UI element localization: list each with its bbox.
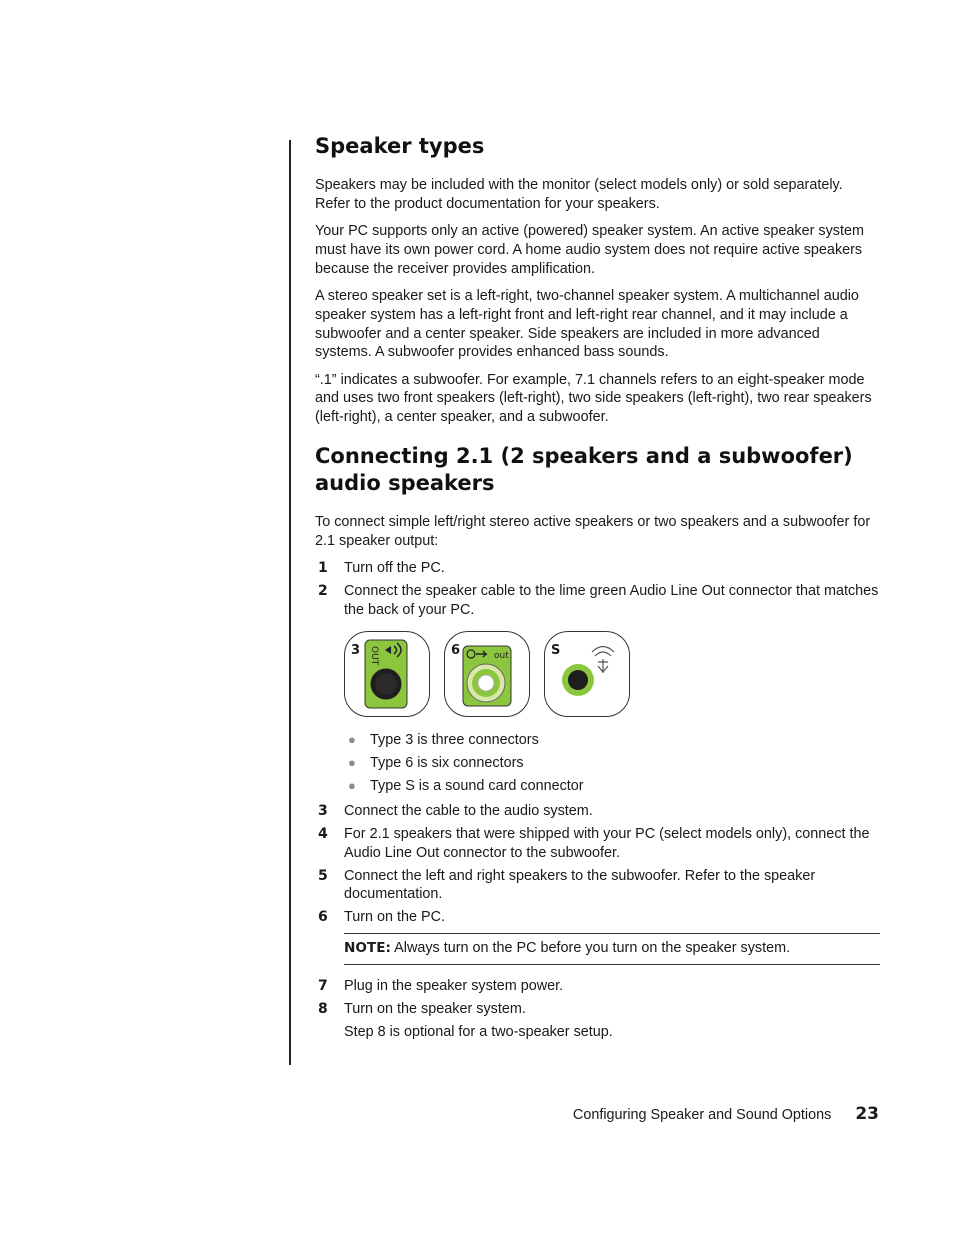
steps-list-b <box>315 802 880 927</box>
step-number: 6 <box>318 909 328 926</box>
speaker-jack-icon <box>545 632 629 716</box>
note-label: NOTE: <box>344 939 391 956</box>
step-item <box>315 802 880 821</box>
list-item-text: Type S is a sound card connector <box>370 778 584 795</box>
footer-chapter-title: Configuring Speaker and Sound Options <box>572 1107 832 1123</box>
intro-paragraph: To connect simple left/right stereo active speakers or two speakers and a subwoofer for 2.1 speaker output: <box>315 514 871 549</box>
note-text: Always turn on the PC before you turn on the speaker system. <box>394 939 791 956</box>
connector-illustrations <box>344 631 880 717</box>
step-note: Step 8 is optional for a two-speaker setup. <box>344 1024 613 1041</box>
step-text: Connect the left and right speakers to the subwoofer. Refer to the speaker documentation. <box>344 867 816 903</box>
step-item <box>315 908 880 927</box>
step-text: Connect the cable to the audio system. <box>344 803 593 820</box>
step-number: 1 <box>318 560 328 577</box>
step-item <box>315 825 880 863</box>
margin-rule <box>289 140 291 1065</box>
step-text: Turn on the PC. <box>344 909 446 926</box>
step-text: For 2.1 speakers that were shipped with your PC (select models only), connect the Audio Line Out connector to the subwoofer. <box>344 825 870 861</box>
list-item <box>344 777 880 796</box>
bullet-icon: ● <box>348 754 356 770</box>
connector-label: S <box>551 642 561 658</box>
step-text: Connect the speaker cable to the lime green Audio Line Out connector that matches the back of your PC. <box>344 582 879 618</box>
list-item <box>344 731 880 750</box>
step-number: 2 <box>318 582 328 599</box>
paragraph: Speakers may be included with the monitor (select models only) or sold separately. Refer to the product documentation for your speakers. <box>315 177 843 212</box>
step-item <box>315 582 880 620</box>
step-item <box>315 867 880 905</box>
step-number: 3 <box>318 803 328 820</box>
list-item <box>344 754 880 773</box>
connector-label: 3 <box>351 642 361 658</box>
steps-list-a <box>315 559 880 619</box>
step-number: 8 <box>318 1000 328 1017</box>
step-item <box>315 977 880 996</box>
jack-out-text: out <box>494 650 509 661</box>
page-number: 23 <box>855 1104 879 1124</box>
note-box <box>344 933 880 965</box>
section-heading-connecting: Connecting 2.1 (2 speakers and a subwoofer) audio speakers <box>315 444 853 496</box>
page-footer <box>573 1104 879 1124</box>
connector-type-3 <box>344 631 430 717</box>
step-item <box>315 1000 880 1019</box>
connector-type-6 <box>444 631 530 717</box>
audio-out-jack-icon <box>445 632 529 716</box>
step-text: Turn off the PC. <box>344 560 445 577</box>
step-number: 5 <box>318 867 328 884</box>
step-text: Plug in the speaker system power. <box>344 977 564 994</box>
step-item <box>315 559 880 578</box>
step-number: 4 <box>318 825 328 842</box>
bullet-icon: ● <box>348 731 356 747</box>
connector-type-s <box>544 631 630 717</box>
steps-list-c <box>315 977 880 1019</box>
jack-out-text: OUT <box>369 645 379 665</box>
bullet-icon: ● <box>348 778 356 794</box>
audio-out-jack-icon <box>345 632 429 716</box>
page-content <box>315 132 880 1042</box>
connector-types-list <box>344 731 880 797</box>
paragraph: A stereo speaker set is a left-right, two-channel speaker system. A multichannel audio speaker system has a left-right front and left-right rear channel, and it may include a subwoofer and a center speaker. Side speakers are included in more advanced systems. A subwoofer provides enhanced bass sounds. <box>315 287 859 361</box>
paragraph: “.1” indicates a subwoofer. For example, 7.1 channels refers to an eight-speaker mode and uses two front speakers (left-right), two side speakers (left-right), two rear speakers (left-right), a center speaker, and a subwoofer. <box>315 371 872 426</box>
connector-label: 6 <box>451 642 461 658</box>
list-item-text: Type 6 is six connectors <box>370 754 524 771</box>
list-item-text: Type 3 is three connectors <box>370 731 539 748</box>
section-heading-speaker-types: Speaker types <box>315 134 485 158</box>
step-text: Turn on the speaker system. <box>344 1000 526 1017</box>
paragraph: Your PC supports only an active (powered) speaker system. An active speaker system must have its own power cord. A home audio system does not require active speakers because the receiver provides amplification. <box>315 223 864 277</box>
step-number: 7 <box>318 977 328 994</box>
